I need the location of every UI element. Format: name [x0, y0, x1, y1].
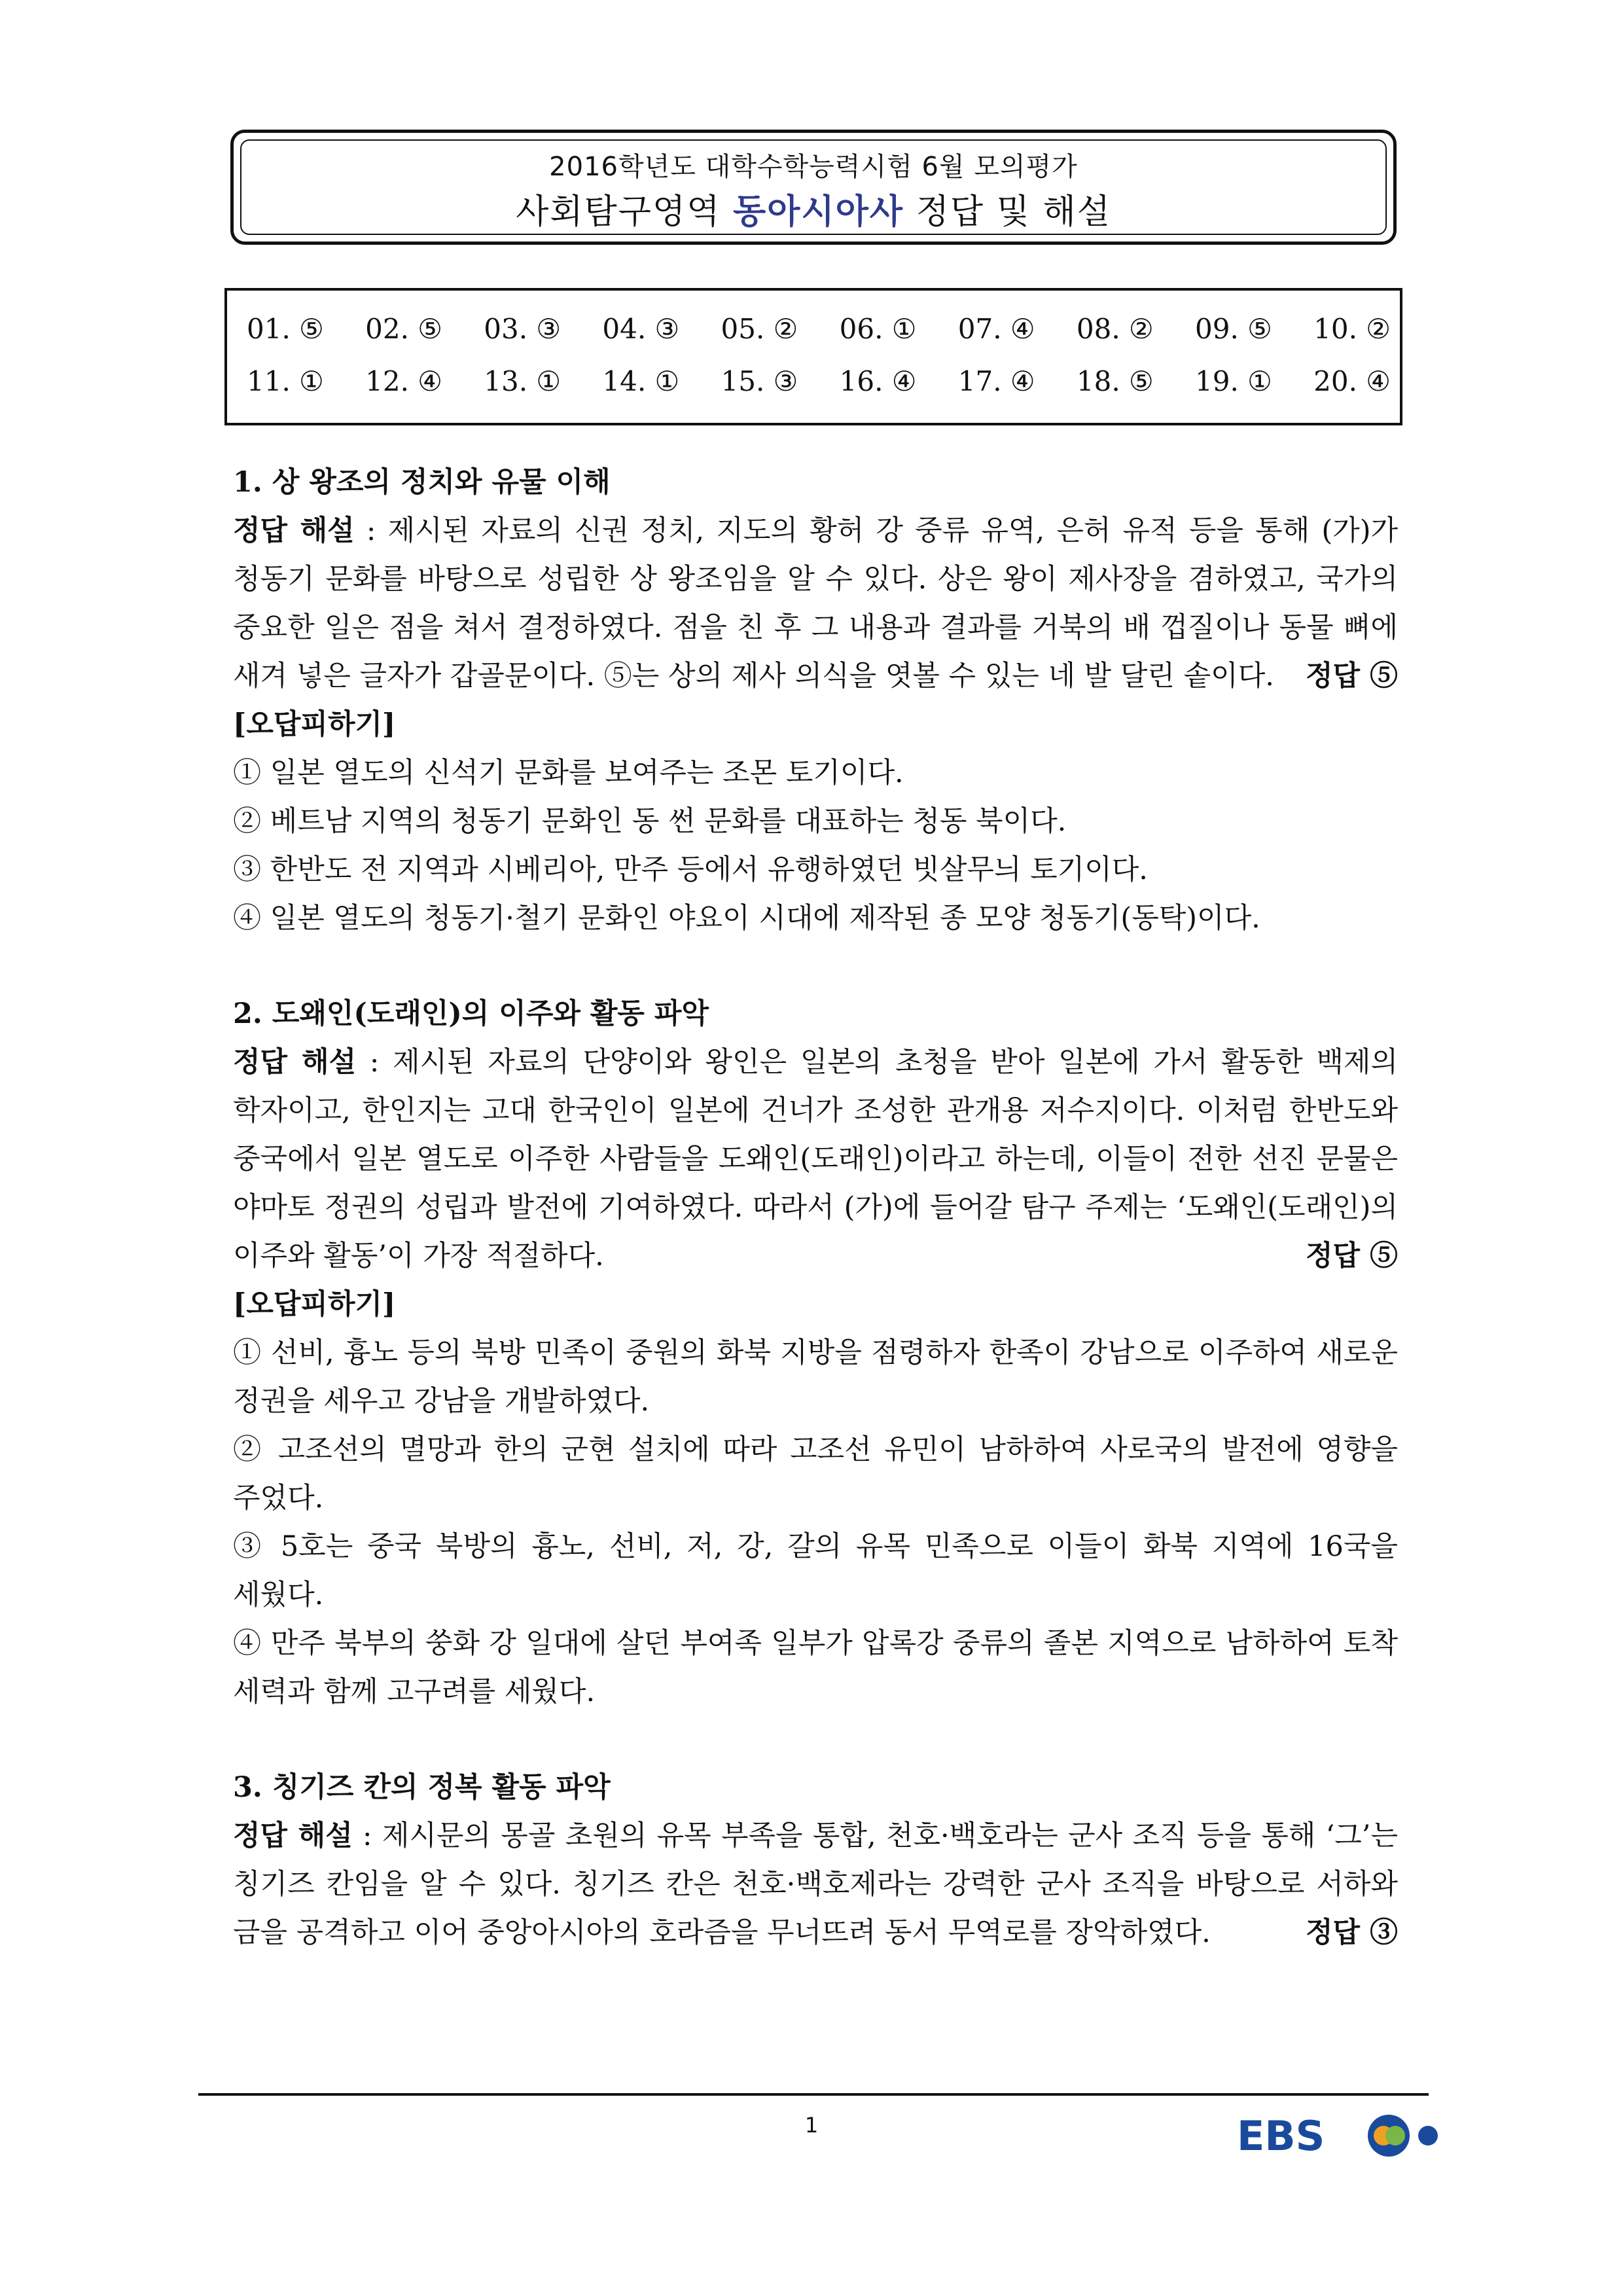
ebs-logo-dot-icon [1418, 2126, 1438, 2145]
correct-answer: 정답 ⑤ [1305, 660, 1398, 692]
subject-title [234, 184, 1393, 233]
explanation-text: : 제시된 자료의 신권 정치, 지도의 황허 강 중류 유역, 은허 유적 등을 통해 (가)가 청동기 문화를 바탕으로 성립한 상 왕조임을 알 수 있다. 상은 왕이 제사장을 겸하였고, 국가의 중요한 일은 점을 쳐서 결정하였다. 점을 친 후 그 내용과 결과를 거북의 배 껍질이나 동물 뼈에 새겨 넣은 글자가 갑골문이다. ⑤는 상의 제사 의식을 엿볼 수 있는 네 발 달린 솥이다. [233, 514, 1399, 692]
explanation-text: : 제시문의 몽골 초원의 유목 부족을 통합, 천호·백호라는 군사 조직 등을 통해 ‘그’는 칭기즈 칸임을 알 수 있다. 칭기즈 칸은 천호·백호제라는 강력한 군사 조직을 바탕으로 서하와 금을 공격하고 이어 중앙아시아의 호라즘을 무너뜨려 동서 무역로를 장악하였다. [233, 1820, 1399, 1949]
answer-item: 15. ③ [721, 365, 798, 397]
answer-item: 19. ① [1195, 365, 1272, 397]
answer-item: 08. ② [1076, 313, 1154, 345]
footer-rule [198, 2093, 1429, 2096]
explanation-label: 정답 해설 [233, 514, 355, 547]
section-title: 1. 상 왕조의 정치와 유물 이해 [233, 466, 611, 499]
page-number: 1 [804, 2113, 819, 2138]
ebs-logo [1232, 2098, 1448, 2170]
answer-item: 13. ① [484, 365, 562, 397]
wrong-answer-heading: [오답피하기] [233, 708, 396, 741]
correct-answer: 정답 ③ [1305, 1916, 1398, 1949]
answer-item: 18. ⑤ [1076, 365, 1154, 397]
answer-key-box [224, 288, 1402, 425]
wrong-answer-item: ③ 한반도 전 지역과 시베리아, 만주 등에서 유행하였던 빗살무늬 토기이다. [233, 853, 1148, 886]
correct-answer: 정답 ⑤ [1305, 1240, 1398, 1272]
explanation-label: 정답 해설 [233, 1046, 357, 1079]
answer-item: 01. ⑤ [247, 313, 324, 345]
wrong-answer-heading: [오답피하기] [233, 1288, 396, 1321]
answer-item: 07. ④ [957, 313, 1035, 345]
answer-item: 03. ③ [484, 313, 562, 345]
wrong-answer-item: ③ 5호는 중국 북방의 흉노, 선비, 저, 강, 갈의 유목 민족으로 이들이 화북 지역에 16국을 세웠다. [233, 1530, 1398, 1611]
answer-item: 20. ④ [1313, 365, 1391, 397]
explanation-paragraph [233, 1038, 1398, 1280]
subject-title-prefix: 사회탐구영역 [516, 192, 733, 232]
answer-item: 11. ① [247, 365, 324, 397]
answer-item: 05. ② [721, 313, 798, 345]
wrong-answer-item: ① 일본 열도의 신석기 문화를 보여주는 조몬 토기이다. [233, 757, 904, 789]
section-spacer [233, 1716, 1398, 1763]
answer-item: 06. ① [839, 313, 917, 345]
section-title: 3. 칭기즈 칸의 정복 활동 파악 [233, 1771, 611, 1804]
answer-item: 10. ② [1313, 313, 1391, 345]
wrong-answer-item: ② 고조선의 멸망과 한의 군현 설치에 따라 고조선 유민이 남하하여 사로국의 발전에 영향을 주었다. [233, 1433, 1398, 1515]
explanations [233, 458, 1398, 1957]
section-title: 2. 도왜인(도래인)의 이주와 활동 파악 [233, 997, 709, 1030]
wrong-answer-item: ① 선비, 흉노 등의 북방 민족이 중원의 화북 지방을 점령하자 한족이 강남으로 이주하여 새로운 정권을 세우고 강남을 개발하였다. [233, 1336, 1398, 1418]
answer-key-row-1 [247, 313, 1391, 345]
explanation-text: : 제시된 자료의 단양이와 왕인은 일본의 초청을 받아 일본에 가서 활동한 백제의 학자이고, 한인지는 고대 한국인이 일본에 건너가 조성한 관개용 저수지이다. 이처럼 한반도와 중국에서 일본 열도로 이주한 사람들을 도왜인(도래인)이라고 하는데, 이들이 전한 선진 문물은 야마토 정권의 성립과 발전에 기여하였다. 따라서 (가)에 들어갈 탐구 주제는 ‘도왜인(도래인)의 이주와 활동’이 가장 적절하다. [233, 1046, 1398, 1272]
explanation-label: 정답 해설 [233, 1820, 353, 1852]
answer-item: 14. ① [602, 365, 680, 397]
wrong-answer-item: ④ 만주 북부의 쑹화 강 일대에 살던 부여족 일부가 압록강 중류의 졸본 지역으로 남하하여 토착 세력과 함께 고구려를 세웠다. [233, 1627, 1398, 1708]
ebs-logo-green-icon [1385, 2126, 1405, 2145]
subject-title-suffix: 정답 및 해설 [904, 192, 1111, 232]
answer-item: 17. ④ [957, 365, 1035, 397]
title-box [230, 130, 1397, 245]
explanation-paragraph [233, 507, 1398, 700]
answer-item: 16. ④ [839, 365, 917, 397]
answer-item: 09. ⑤ [1195, 313, 1272, 345]
ebs-logo-text: EBS [1237, 2112, 1325, 2160]
subject-name: 동아시아사 [733, 192, 904, 232]
answer-item: 12. ④ [365, 365, 442, 397]
answer-item: 04. ③ [602, 313, 680, 345]
section-spacer [233, 942, 1398, 990]
wrong-answer-item: ② 베트남 지역의 청동기 문화인 동 썬 문화를 대표하는 청동 북이다. [233, 805, 1067, 838]
answer-item: 02. ⑤ [365, 313, 442, 345]
answer-key-row-2 [247, 365, 1391, 397]
explanation-paragraph [233, 1812, 1398, 1957]
exam-title: 2016학년도 대학수학능력시험 6월 모의평가 [549, 152, 1078, 182]
wrong-answer-item: ④ 일본 열도의 청동기·철기 문화인 야요이 시대에 제작된 종 모양 청동기(동탁)이다. [233, 902, 1260, 935]
